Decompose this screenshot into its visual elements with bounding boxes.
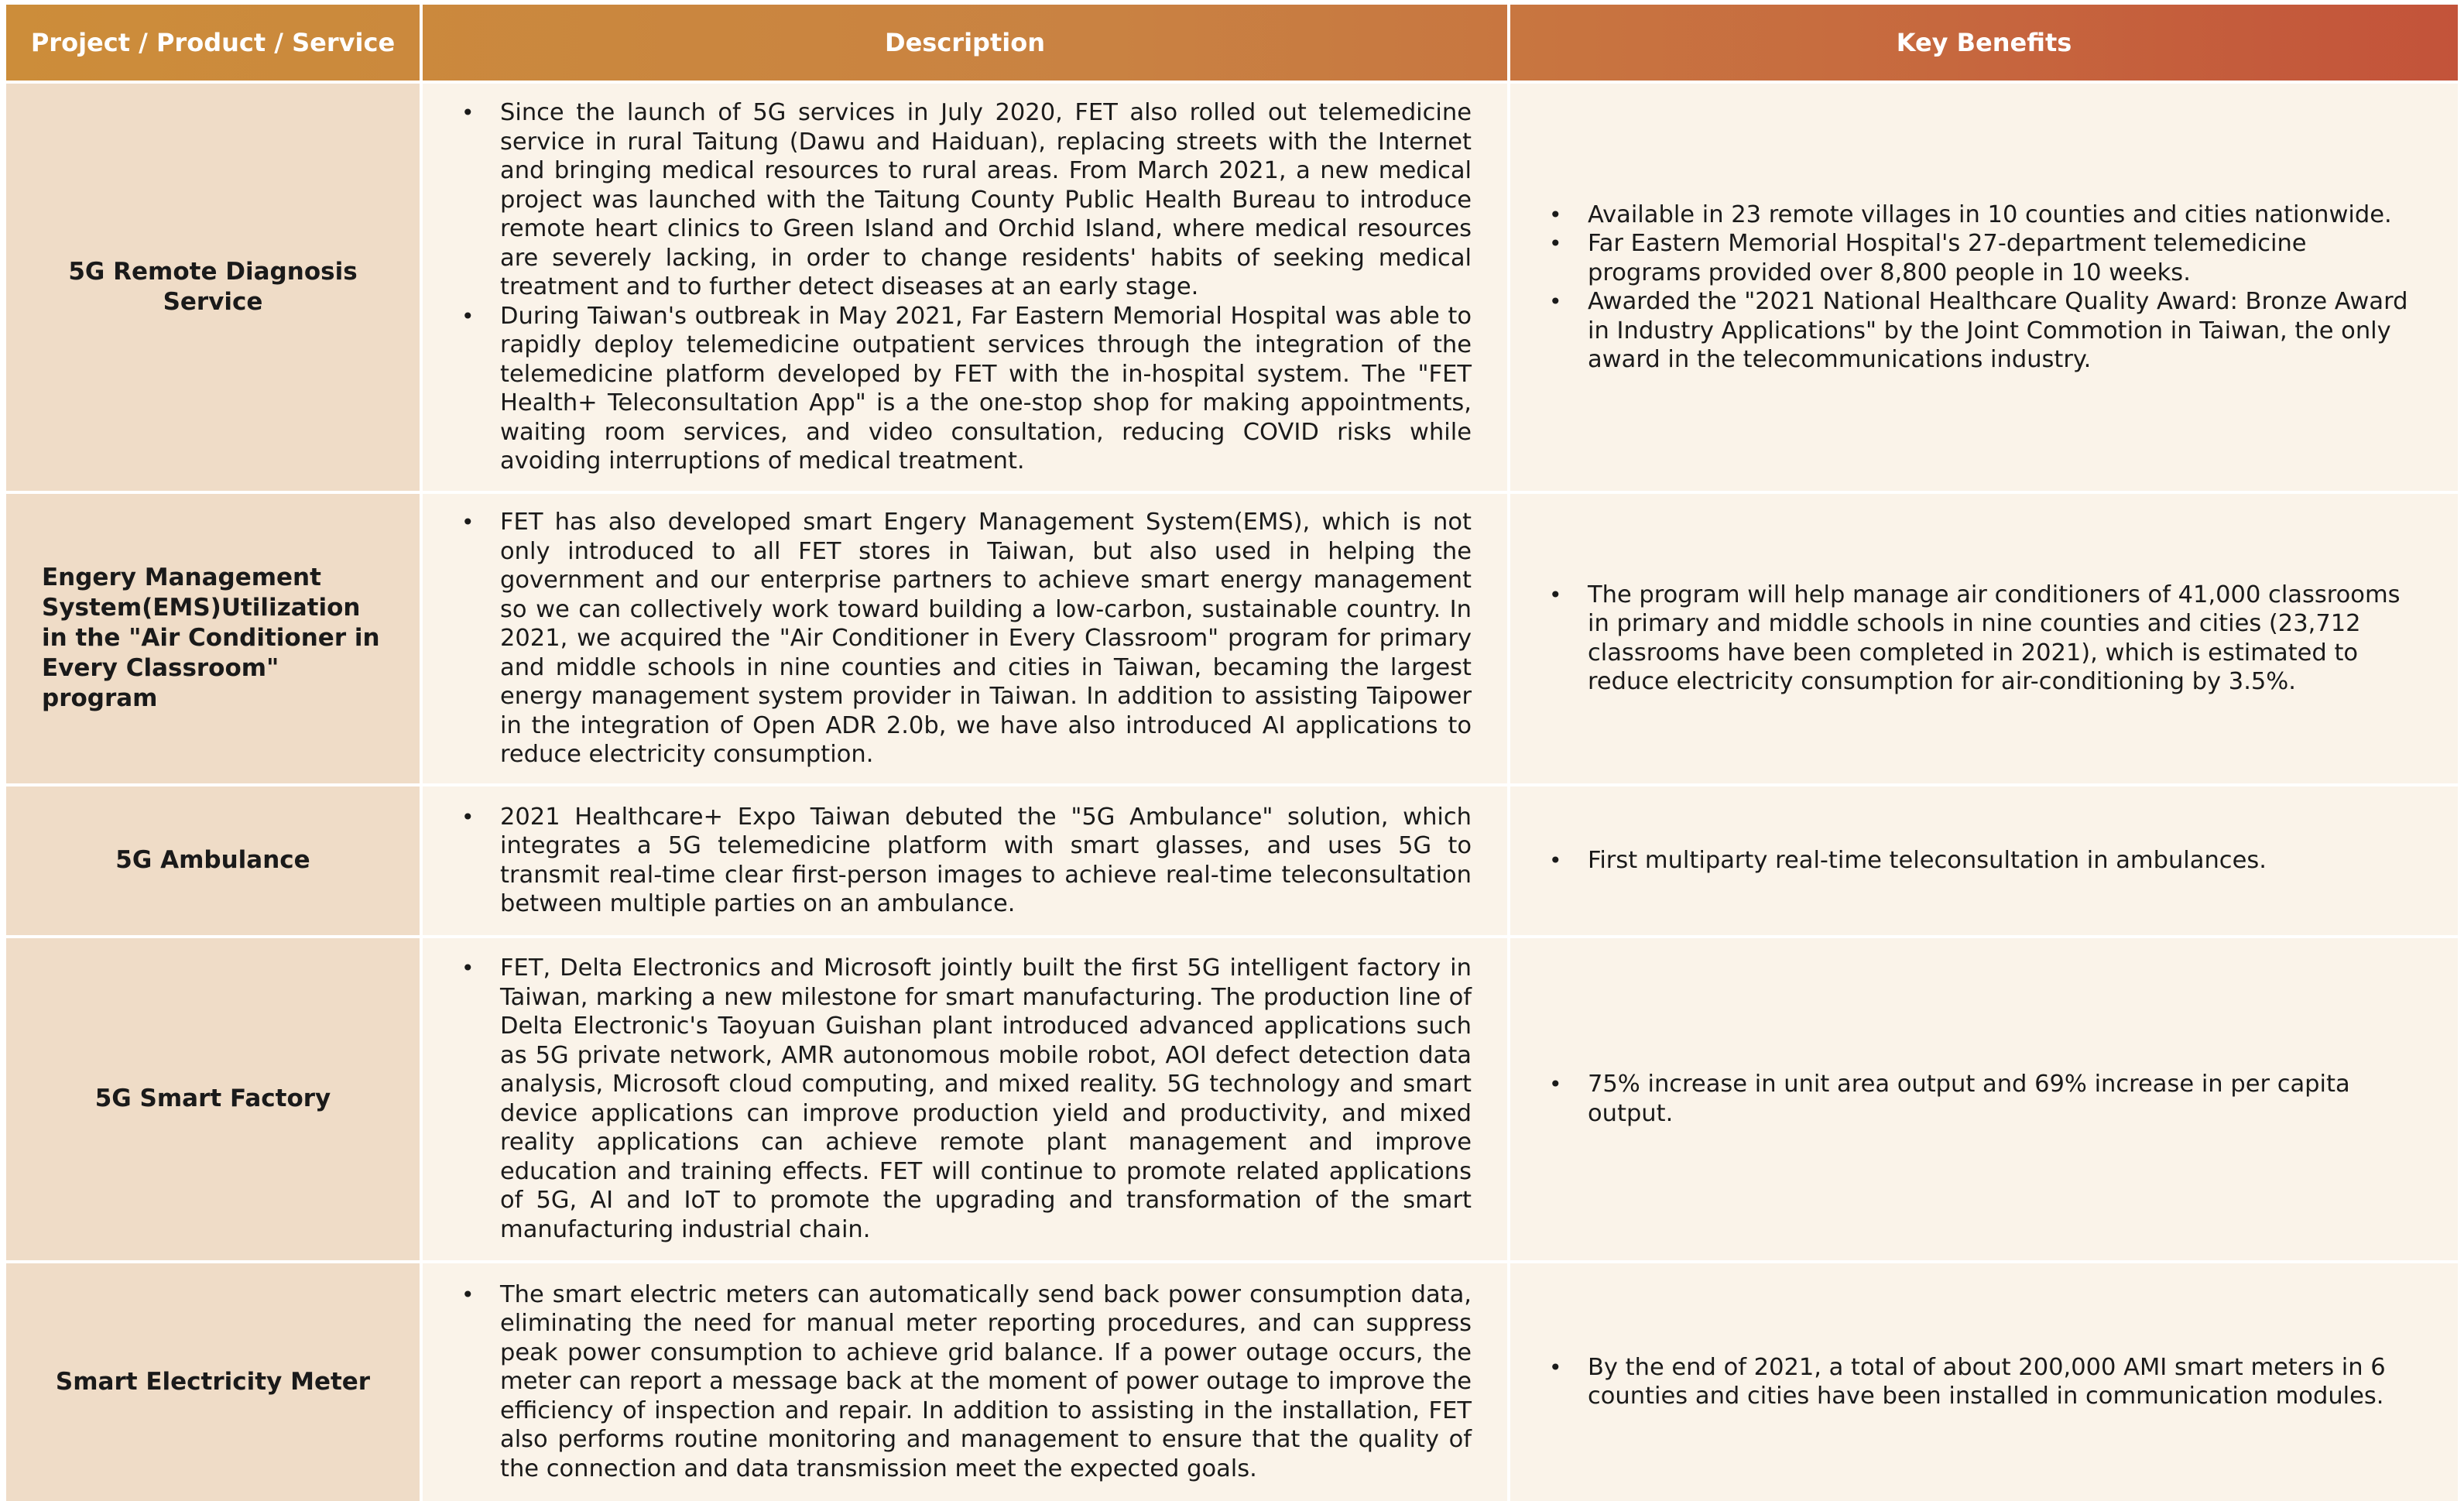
- benefit-item: • By the end of 2021, a total of about 200,000 AMI smart meters in 6 counties and cities have been installed in communication modules.: [1549, 1353, 2421, 1411]
- project-name: Smart Electricity Meter: [6, 1260, 423, 1501]
- project-name-line: System(EMS)Utilization: [42, 594, 361, 622]
- project-description: [423, 491, 1510, 783]
- project-description: [423, 1260, 1510, 1501]
- benefit-item: • 75% increase in unit area output and 69% increase in per capita output.: [1549, 1070, 2421, 1128]
- project-benefits: [1510, 783, 2458, 935]
- benefit-item: • Available in 23 remote villages in 10 counties and cities nationwide.: [1549, 200, 2421, 230]
- table-header-row: [6, 5, 2458, 81]
- header-key-benefits: Key Benefits: [1896, 28, 2072, 57]
- project-benefits: [1510, 1260, 2458, 1501]
- header-description: Description: [423, 5, 1510, 81]
- project-description: [423, 81, 1510, 491]
- benefit-item: • The program will help manage air conditioners of 41,000 classrooms in primary and middle schools in nine counties and cities (23,712 classrooms have been completed in 2021), which is estimated to reduce electricity consumption for air-conditioning by 3.5%.: [1549, 581, 2421, 697]
- table-row: [6, 783, 2458, 935]
- description-item: • During Taiwan's outbreak in May 2021, Far Eastern Memorial Hospital was able to rapidly deploy telemedicine outpatient services through the integration of the telemedicine platform developed by FET with the in-hospital system. The "FET Health+ Teleconsultation App" is a the one-stop shop for making appointments, waiting room services, and video consultation, reducing COVID risks while avoiding interruptions of medical treatment.: [461, 302, 1472, 476]
- description-item: • FET, Delta Electronics and Microsoft jointly built the first 5G intelligent factory in Taiwan, marking a new milestone for smart manufacturing. The production line of Delta Electronic's Taoyuan Guishan plant introduced advanced applications such as 5G private network, AMR autonomous mobile robot, AOI defect detection data analysis, Microsoft cloud computing, and mixed reality. 5G technology and smart device applications can improve production yield and productivity, and mixed reality applications can achieve remote plant management and improve education and training effects. FET will continue to promote related applications of 5G, AI and IoT to promote the upgrading and transformation of the smart manufacturing industrial chain.: [461, 954, 1472, 1244]
- description-item: • 2021 Healthcare+ Expo Taiwan debuted the "5G Ambulance" solution, which integrates a 5G telemedicine platform with smart glasses, and uses 5G to transmit real-time clear first-person images to achieve real-time teleconsultation between multiple parties on an ambulance.: [461, 803, 1472, 919]
- description-item: • FET has also developed smart Engery Management System(EMS), which is not only introduced to all FET stores in Taiwan, but also used in helping the government and our enterprise partners to achieve smart energy management so we can collectively work toward building a low-carbon, sustainable country. In 2021, we acquired the "Air Conditioner in Every Classroom" program for primary and middle schools in nine counties and cities in Taiwan, becaming the largest energy management system provider in Taiwan. In addition to assisting Taipower in the integration of Open ADR 2.0b, we have also introduced AI applications to reduce electricity consumption.: [461, 508, 1472, 769]
- project-benefits: [1510, 935, 2458, 1260]
- projects-table: [6, 5, 2458, 1501]
- project-benefits: [1510, 81, 2458, 491]
- description-item: • The smart electric meters can automatically send back power consumption data, eliminating the need for manual meter reporting procedures, and can suppress peak power consumption to achieve grid balance. If a power outage occurs, the meter can report a message back at the moment of power outage to improve the efficiency of inspection and repair. In addition to assisting in the installation, FET also performs routine monitoring and management to ensure that the quality of the connection and data transmission meet the expected goals.: [461, 1280, 1472, 1484]
- project-name: [6, 491, 423, 783]
- table-row: [6, 1260, 2458, 1501]
- project-description: [423, 783, 1510, 935]
- benefit-item: • Awarded the "2021 National Healthcare Quality Award: Bronze Award in Industry Applications" by the Joint Commotion in Taiwan, the only award in the telecommunications industry.: [1549, 287, 2421, 375]
- project-name: 5G Smart Factory: [6, 935, 423, 1260]
- project-name-line: in the "Air Conditioner in: [42, 624, 380, 653]
- project-name: 5G Remote Diagnosis Service: [6, 81, 423, 491]
- table-row: [6, 81, 2458, 491]
- description-item: • Since the launch of 5G services in July 2020, FET also rolled out telemedicine service in rural Taitung (Dawu and Haiduan), replacing streets with the Internet and bringing medical resources to rural areas. From March 2021, a new medical project was launched with the Taitung County Public Health Bureau to introduce remote heart clinics to Green Island and Orchid Island, where medical resources are severely lacking, in order to change residents' habits of seeking medical treatment and to further detect diseases at an early stage.: [461, 98, 1472, 302]
- benefit-item: • First multiparty real-time teleconsultation in ambulances.: [1549, 846, 2421, 876]
- project-benefits: [1510, 491, 2458, 783]
- project-name: 5G Ambulance: [6, 783, 423, 935]
- table-row: [6, 491, 2458, 783]
- benefit-item: • Far Eastern Memorial Hospital's 27-department telemedicine programs provided over 8,800 people in 10 weeks.: [1549, 229, 2421, 287]
- table-row: [6, 935, 2458, 1260]
- project-name-line: Every Classroom" program: [42, 654, 279, 713]
- project-description: [423, 935, 1510, 1260]
- header-project: Project / Product / Service: [6, 5, 423, 81]
- project-name-line: Engery Management: [42, 564, 321, 592]
